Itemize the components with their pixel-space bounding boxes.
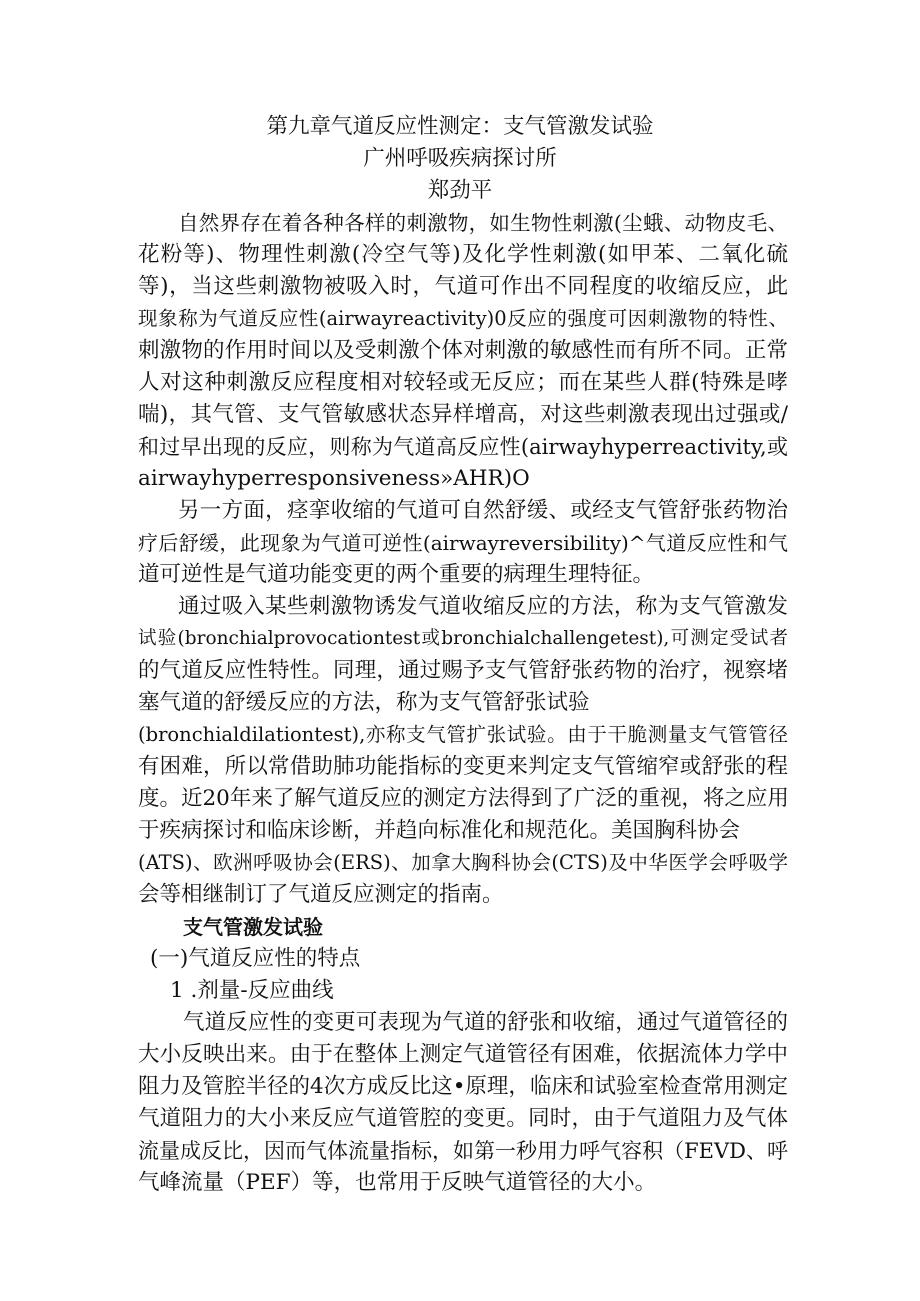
text-line: 花粉等)、物理性刺激(冷空气等)及化学性刺激(如甲苯、二氧化硫 (138, 242, 788, 267)
institution: 广州呼吸疾病探讨所 (363, 146, 557, 171)
section-heading: 支气管激发试验 (183, 915, 323, 939)
author: 郑劲平 (427, 178, 493, 203)
text-line: 会等相继制订了气道反应测定的指南。 (138, 882, 504, 907)
text-line: 试验(bronchialprovocationtest或bronchialchallengetest),可测定受试者 (138, 628, 788, 649)
text-line: 和过早出现的反应，则称为气道高反应性(airwayhyperreactivity,或 (138, 435, 788, 459)
text-line: 气道阻力的大小来反应气道管腔的变更。同时，由于气道阻力及气体 (138, 1106, 788, 1131)
text-line: (ATS)、欧洲呼吸协会(ERS)、加拿大胸科协会(CTS)及中华医学会呼吸学 (138, 851, 788, 874)
text-line: airwayhyperresponsiveness»AHR)O (138, 466, 530, 491)
subsubsection-heading: 1 .剂量-反应曲线 (170, 978, 334, 1003)
text-line: 气峰流量（PEF）等，也常用于反映气道管径的大小。 (138, 1170, 657, 1195)
text-line: 于疾病探讨和临床诊断，并趋向标准化和规范化。美国胸科协会 (138, 818, 741, 843)
text-line: 有困难，所以常借助肺功能指标的变更来判定支气管缩窄或舒张的程 (138, 754, 788, 779)
text-line: 的气道反应性特性。同理，通过赐予支气管舒张药物的治疗，视察堵 (138, 658, 788, 683)
text-line: 刺激物的作用时间以及受刺激个体对刺激的敏感性而有所不同。正常 (138, 338, 788, 363)
text-line: 人对这种刺激反应程度相对较轻或无反应；而在某些人群(特殊是哮 (138, 370, 788, 395)
text-line: 气道反应性的变更可表现为气道的舒张和收缩，通过气道管径的 (183, 1010, 788, 1035)
text-line: 大小反映出来。由于在整体上测定气道管径有困难，依据流体力学中 (138, 1042, 788, 1067)
text-line: 道可逆性是气道功能变更的两个重要的病理生理特征。 (138, 562, 655, 587)
text-line: 塞气道的舒缓反应的方法，称为支气管舒张试验 (138, 690, 590, 715)
text-line: 自然界存在着各种各样的刺激物，如生物性刺激(尘蛾、动物皮毛、 (178, 211, 788, 235)
text-line: 阻力及管腔半径的4次方成反比这•原理，临床和试验室检查常用测定 (138, 1074, 788, 1099)
text-line: 等)，当这些刺激物被吸入时，气道可作出不同程度的收缩反应，此 (138, 274, 788, 299)
text-line: 度。近20年来了解气道反应的测定方法得到了广泛的重视，将之应用 (138, 786, 789, 811)
text-line: 疗后舒缓，此现象为气道可逆性(airwayreversibility)^气道反应性和气 (138, 531, 788, 555)
text-line: 流量成反比，因而气体流量指标，如第一秒用力呼气容积（FEVD、呼 (138, 1139, 788, 1163)
text-line: 通过吸入某些刺激物诱发气道收缩反应的方法，称为支气管激发 (178, 594, 788, 619)
text-line: 另一方面，痉挛收缩的气道可自然舒缓、或经支气管舒张药物治 (178, 498, 788, 523)
text-line: (bronchialdilationtest),亦称支气管扩张试验。由于干脆测量支气管管径 (138, 723, 788, 746)
subsection-heading: (一)气道反应性的特点 (150, 946, 361, 971)
document-title: 第九章气道反应性测定：支气管激发试验 (266, 114, 654, 139)
text-line: 现象称为气道反应性(airwayreactivity)0反应的强度可因刺激物的特性、 (138, 307, 788, 330)
text-line: 喘)，其气管、支气管敏感状态异样增高，对这些刺激表现出过强或/ (138, 402, 788, 427)
